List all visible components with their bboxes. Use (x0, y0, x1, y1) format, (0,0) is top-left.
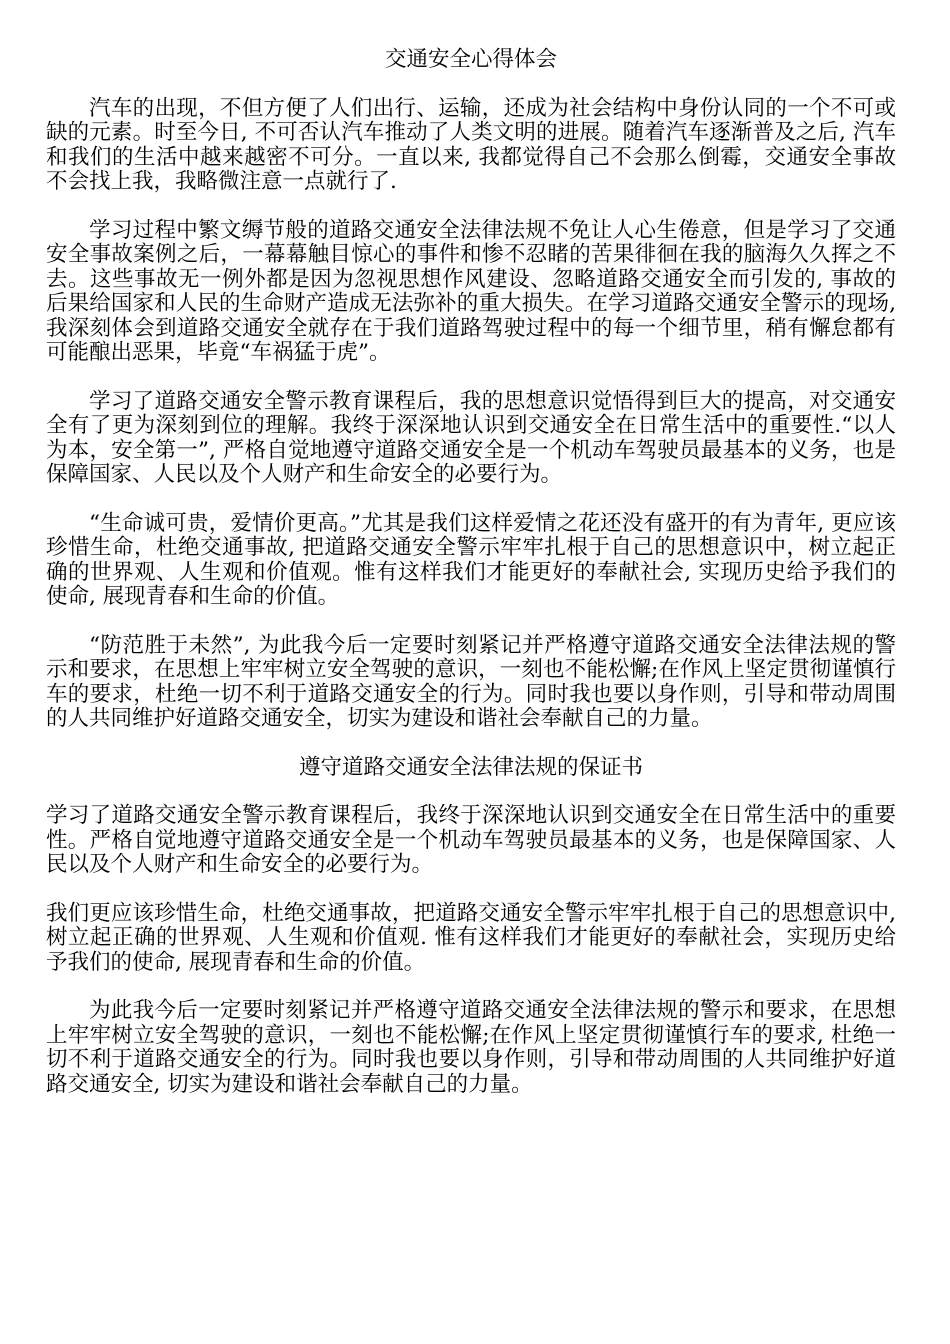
section1-paragraph-1: 汽车的出现，不但方便了人们出行、运输，还成为社会结构中身份认同的一个不可或缺的元素。时至今日, 不可否认汽车推动了人类文明的进展。随着汽车逐渐普及之后, 汽车和我们的生活中越来越密不可分。一直以来, 我都觉得自己不会那么倒霉，交通安全事故不会找上我，我略微注意一点就行了. (46, 95, 896, 194)
section1-paragraph-2: 学习过程中繁文缛节般的道路交通安全法律法规不免让人心生倦意，但是学习了交通安全事故案例之后，一幕幕触目惊心的事件和惨不忍睹的苦果徘徊在我的脑海久久挥之不去。这些事故无一例外都是因为忽视思想作风建设、忽略道路交通安全而引发的, 事故的后果给国家和人民的生命财产造成无法弥补的重大损失。在学习道路交通安全警示的现场, 我深刻体会到道路交通安全就存在于我们道路驾驶过程中的每一个细节里，稍有懈怠都有可能酿出恶果，毕竟“车祸猛于虎”。 (46, 217, 896, 365)
section1-paragraph-5: “防范胜于未然”, 为此我今后一定要时刻紧记并严格遵守道路交通安全法律法规的警示和要求，在思想上牢牢树立安全驾驶的意识，一刻也不能松懈;在作风上坚定贯彻谨慎行车的要求，杜绝一切不利于道路交通安全的行为。同时我也要以身作则，引导和带动周围的人共同维护好道路交通安全，切实为建设和谐社会奉献自己的力量。 (46, 632, 896, 731)
section1-title: 交通安全心得体会 (384, 47, 557, 72)
section1-paragraph-4: “生命诚可贵，爱情价更高。”尤其是我们这样爱情之花还没有盛开的有为青年, 更应该珍惜生命，杜绝交通事故, 把道路交通安全警示牢牢扎根于自己的思想意识中，树立起正确的世界观、人生观和价值观。惟有这样我们才能更好的奉献社会, 实现历史给予我们的使命, 展现青春和生命的价值。 (46, 510, 896, 609)
section1-paragraph-3: 学习了道路交通安全警示教育课程后，我的思想意识觉悟得到巨大的提高，对交通安全有了更为深刻到位的理解。我终于深深地认识到交通安全在日常生活中的重要性.“以人为本，安全第一”, 严格自觉地遵守道路交通安全是一个机动车驾驶员最基本的义务，也是保障国家、人民以及个人财产和生命安全的必要行为。 (46, 388, 896, 487)
section2-paragraph-1: 学习了道路交通安全警示教育课程后，我终于深深地认识到交通安全在日常生活中的重要性。严格自觉地遵守道路交通安全是一个机动车驾驶员最基本的义务，也是保障国家、人民以及个人财产和生命安全的必要行为。 (46, 803, 896, 877)
document-page (46, 48, 896, 1121)
section2-paragraph-2: 我们更应该珍惜生命，杜绝交通事故，把道路交通安全警示牢牢扎根于自己的思想意识中, 树立起正确的世界观、人生观和价值观. 惟有这样我们才能更好的奉献社会，实现历史给予我们的使命, 展现青春和生命的价值。 (46, 900, 896, 975)
section2-paragraph-3: 为此我今后一定要时刻紧记并严格遵守道路交通安全法律法规的警示和要求，在思想上牢牢树立安全驾驶的意识，一刻也不能松懈;在作风上坚定贯彻谨慎行车的要求, 杜绝一切不利于道路交通安全的行为。同时我也要以身作则，引导和带动周围的人共同维护好道路交通安全, 切实为建设和谐社会奉献自己的力量。 (46, 998, 896, 1097)
section2-title: 遵守道路交通安全法律法规的保证书 (298, 754, 643, 780)
